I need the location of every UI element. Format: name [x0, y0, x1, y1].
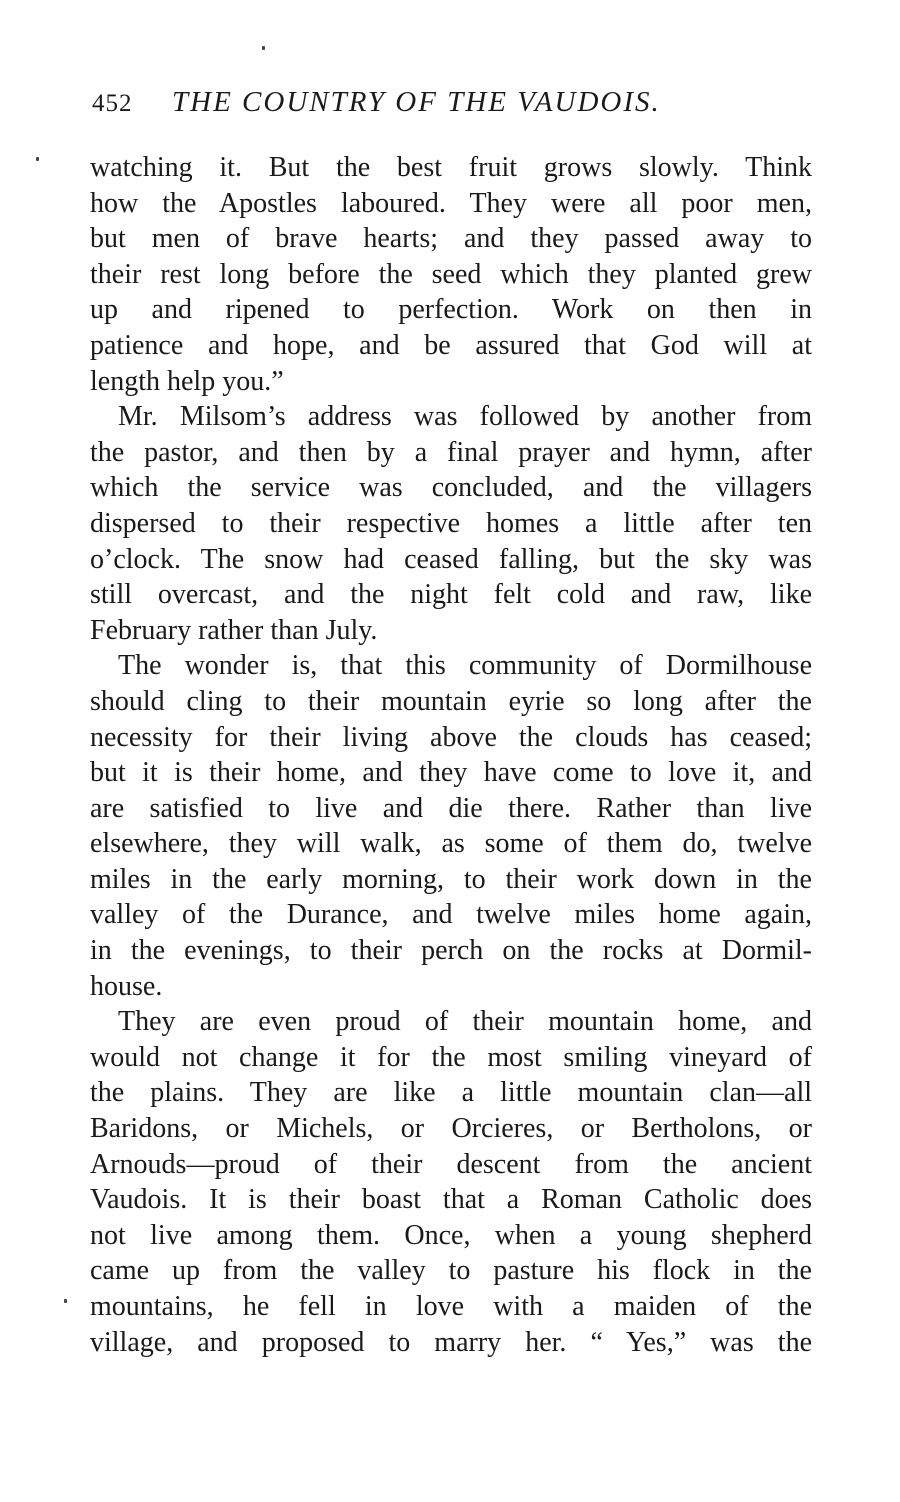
- text-line: valley of the Durance, and twelve miles home again,: [90, 899, 812, 931]
- margin-speck: [262, 46, 265, 50]
- text-line: how the Apostles laboured. They were all poor men,: [90, 187, 812, 219]
- text-line: o’clock. The snow had ceased falling, but the sky was: [90, 543, 812, 575]
- text-line: The wonder is, that this community of Dormilhouse: [118, 650, 812, 682]
- text-line: the plains. They are like a little mountain clan—all: [90, 1077, 812, 1109]
- text-line: They are even proud of their mountain home, and: [118, 1006, 812, 1038]
- page-header: [92, 86, 832, 122]
- text-line: dispersed to their respective homes a little after ten: [90, 507, 812, 539]
- text-line: are satisfied to live and die there. Rather than live: [90, 792, 812, 824]
- text-line: which the service was concluded, and the villagers: [90, 472, 812, 504]
- text-line: still overcast, and the night felt cold and raw, like: [90, 579, 812, 611]
- paragraph: [90, 648, 812, 1004]
- text-line: miles in the early morning, to their work down in the: [90, 863, 812, 895]
- text-line: Mr. Milsom’s address was followed by another from: [118, 401, 812, 433]
- text-line: not live among them. Once, when a young shepherd: [90, 1219, 812, 1251]
- text-line: should cling to their mountain eyrie so long after the: [90, 685, 812, 717]
- page-number: 452: [92, 90, 133, 117]
- margin-speck: [64, 1299, 67, 1303]
- running-title: THE COUNTRY OF THE VAUDOIS.: [172, 86, 661, 118]
- paragraph: [90, 399, 812, 648]
- text-line: mountains, he fell in love with a maiden of the: [90, 1291, 812, 1322]
- text-line: Baridons, or Michels, or Orcieres, or Bertholons, or: [90, 1113, 812, 1145]
- text-line: up and ripened to perfection. Work on then in: [90, 294, 812, 326]
- margin-speck: [36, 157, 39, 161]
- text-line: length help you.”: [90, 365, 284, 397]
- text-line: February rather than July.: [90, 614, 378, 646]
- text-line: in the evenings, to their perch on the rocks at Dormil-: [90, 935, 812, 967]
- text-line: patience and hope, and be assured that God will at: [90, 329, 812, 361]
- body-text: [90, 150, 812, 1360]
- text-line: necessity for their living above the clouds has ceased;: [90, 721, 812, 753]
- text-line: house.: [90, 970, 163, 1002]
- text-line: Vaudois. It is their boast that a Roman Catholic does: [90, 1184, 812, 1216]
- text-line: Arnouds—proud of their descent from the ancient: [90, 1148, 812, 1180]
- text-line: elsewhere, they will walk, as some of them do, twelve: [90, 828, 812, 860]
- paragraph: [90, 1004, 812, 1360]
- paragraph: [90, 150, 812, 399]
- text-line: but men of brave hearts; and they passed away to: [90, 223, 812, 255]
- text-line: their rest long before the seed which they planted grew: [90, 258, 812, 290]
- text-line: came up from the valley to pasture his flock in the: [90, 1255, 812, 1287]
- text-line: watching it. But the best fruit grows slowly. Think: [90, 152, 812, 183]
- text-line: the pastor, and then by a final prayer and hymn, after: [90, 436, 812, 468]
- text-line: village, and proposed to marry her. “ Yes,” was the: [90, 1326, 812, 1358]
- text-line: but it is their home, and they have come to love it, and: [90, 757, 812, 789]
- text-line: would not change it for the most smiling vineyard of: [90, 1041, 812, 1073]
